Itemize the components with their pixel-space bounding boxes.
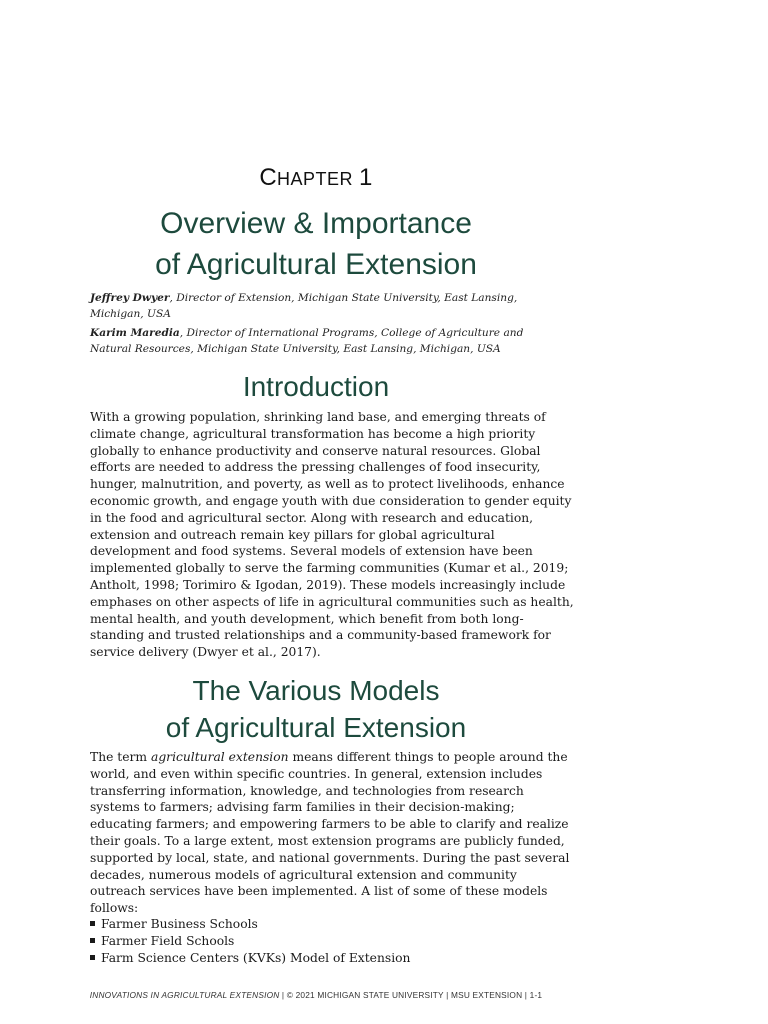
paragraph-line: decades, numerous models of agricultural extension and community [90,867,517,882]
chapter-title [0,203,632,285]
introduction-heading-text: Introduction [242,371,390,402]
footer-rest: | © 2021 MICHIGAN STATE UNIVERSITY | MSU EXTENSION | 1-1 [279,990,543,1000]
list-item-text: Farmer Field Schools [101,933,235,948]
paragraph-line: systems to farmers; advising farm families in their decision-making; [90,800,515,815]
author-entry [90,325,530,357]
paragraph-line: extension and outreach remain key pillars for global agricultural [90,527,495,542]
chapter-title-line-1: Overview & Importance [160,207,472,240]
paragraph-line: outreach services have been implemented. A list of some of these models [90,884,548,899]
paragraph-line: development and food systems. Several models of extension have been [90,544,533,559]
author-affiliation: , Director of Extension, Michigan State University, East Lansing, [169,292,518,304]
paragraph-line: standing and trusted relationships and a community-based framework for [90,628,551,643]
paragraph-line: climate change, agricultural transformation has become a high priority [90,426,536,441]
models-bullet-list [90,916,550,966]
list-item-text: Farmer Business Schools [101,917,258,931]
list-item [90,950,550,967]
paragraph-line: globally to enhance productivity and conserve natural resources. Global [90,443,541,458]
bullet-square-icon [90,938,95,943]
list-item-text: Farm Science Centers (KVKs) Model of Extension [101,950,411,965]
emphasized-term: agricultural extension [150,750,289,764]
chapter-number: 1 [359,164,373,191]
introduction-heading [0,368,632,405]
paragraph-line [90,749,568,766]
author-affiliation-cont: Michigan, USA [90,308,171,320]
paragraph-line: Antholt, 1998; Torimiro & Igodan, 2019). These models increasingly include [90,577,566,592]
bullet-square-icon [90,955,95,960]
paragraph-line: in the food and agricultural sector. Along with research and education, [90,510,534,525]
paragraph-line: emphases on other aspects of life in agricultural communities such as health, [90,594,574,609]
paragraph-line: their goals. To a large extent, most extension programs are publicly funded, [90,833,565,848]
footer-book-title: INNOVATIONS IN AGRICULTURAL EXTENSION [89,990,280,1000]
models-heading-line-2: of Agricultural Extension [165,712,467,743]
paragraph-line: educating farmers; and empowering farmers to be able to clarify and realize [90,817,569,832]
models-paragraph [90,749,570,917]
chapter-title-line-2: of Agricultural Extension [155,248,477,281]
chapter-word-initial: C [259,164,277,191]
introduction-paragraph [90,409,574,661]
chapter-label [0,164,632,192]
paragraph-line: hunger, malnutrition, and poverty, as well as to protect livelihoods, enhance [90,477,565,492]
author-name: Karim Maredia [90,327,180,339]
paragraph-line: With a growing population, shrinking land base, and emerging threats of [90,410,546,424]
page-footer [0,990,632,1000]
models-heading-line-1: The Various Models [192,675,440,706]
author-affiliation: , Director of International Programs, College of Agriculture and [179,327,524,339]
author-affiliation-cont: Natural Resources, Michigan State University, East Lansing, Michigan, USA [90,343,501,355]
paragraph-line: world, and even within specific countries. In general, extension includes [90,766,543,781]
list-item [90,933,550,950]
paragraph-text: The term [90,750,151,764]
paragraph-line: economic growth, and engage youth with due consideration to gender equity [90,493,572,508]
paragraph-line: implemented globally to serve the farming communities (Kumar et al., 2019; [90,561,569,576]
author-entry [90,290,530,322]
paragraph-line: supported by local, state, and national governments. During the past several [90,850,570,865]
paragraph-line: follows: [90,901,139,916]
author-list [90,290,530,360]
author-name: Jeffrey Dwyer [90,292,170,304]
paragraph-line: efforts are needed to address the pressing challenges of food insecurity, [90,460,541,475]
paragraph-text: means different things to people around the [288,750,568,764]
paragraph-line: mental health, and youth development, which benefit from both long- [90,611,524,626]
paragraph-line: transferring information, knowledge, and technologies from research [90,783,524,798]
models-heading [0,672,632,746]
chapter-word-rest: HAPTER [276,169,353,189]
paragraph-line: service delivery (Dwyer et al., 2017). [90,645,321,660]
bullet-square-icon [90,921,95,926]
list-item [90,916,550,933]
